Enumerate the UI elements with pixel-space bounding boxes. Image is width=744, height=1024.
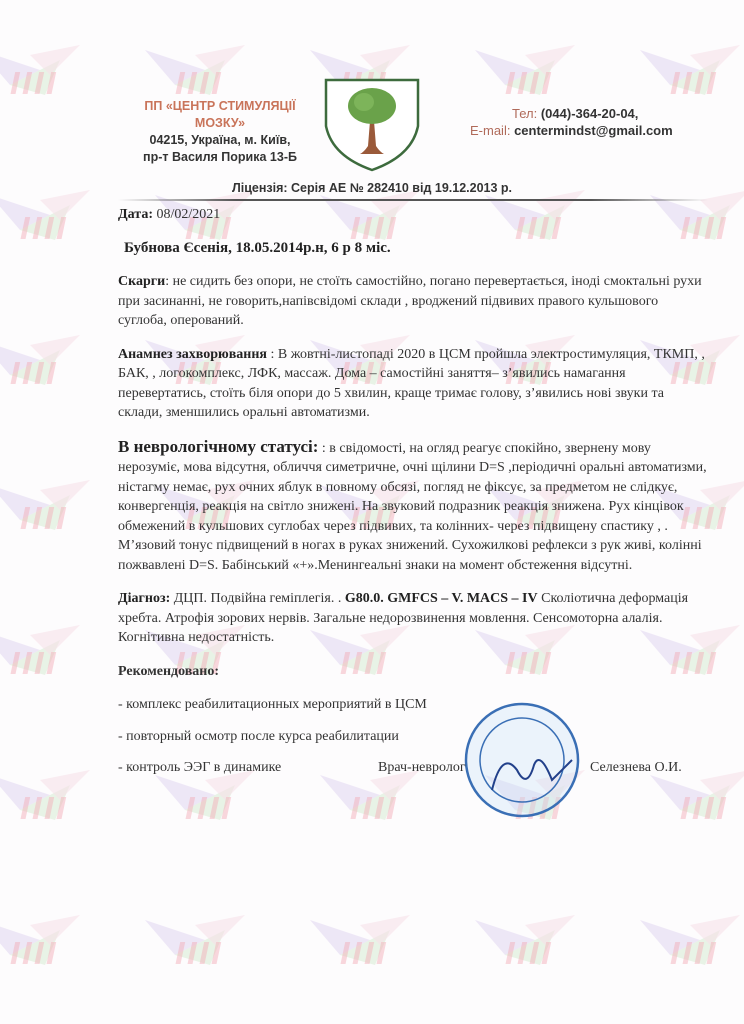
- watermark-logo: [0, 475, 100, 545]
- watermark-logo: [0, 330, 90, 400]
- org-name: ПП «ЦЕНТР СТИМУЛЯЦІЇ МОЗКУ»: [144, 99, 296, 130]
- watermark-logo: [630, 40, 744, 110]
- watermark-logo: [0, 765, 100, 835]
- header-divider: [118, 199, 708, 201]
- watermark-logo: [0, 620, 90, 690]
- email-label: E-mail:: [470, 123, 511, 138]
- anamnesis: [118, 345, 710, 423]
- diagnosis: [118, 589, 710, 648]
- watermark-logo: [300, 910, 420, 980]
- phone: (044)-364-20-04,: [540, 106, 639, 121]
- watermark-logo: [465, 40, 585, 110]
- phone-label: Тел:: [512, 106, 538, 121]
- neuro-status: [118, 437, 710, 576]
- date-line: [118, 205, 710, 225]
- anamnesis-label: Анамнез захворювання: [118, 346, 267, 362]
- date: 08/02/2021: [156, 207, 221, 222]
- doctor-name: Селезнева О.И.: [590, 760, 682, 775]
- neuro-text: : в свідомості, на огляд реагує спокійно, звернену мову нерозуміє, мова відсутня, обличчя симетричне, очні щілини D=S ,періодичні оральні автоматизми, ністагму немає, рух очних яблук в повному обсязі, погляд не фіксує, за предметом не слідкує, конвергенція, реакція на світло знижені. На звуковий подразник реакція знижена. Рух кінцівок обмежений в кульшових суглобах через підвивих, та колінних- через підвищену спастику , . М’язовий тонус підвищений в ногах в руках знижений. Сухожилкові рефлекси з рук живі, колінні пожвавлені D=S. Бабінський «+».Менингеальні знаки на момент обстеження відсутні.: [118, 440, 707, 573]
- email: centermindst@gmail.com: [514, 123, 673, 138]
- tree-shield-logo: [322, 76, 422, 174]
- watermark-logo: [465, 910, 585, 980]
- complaints-text: : не сидить без опори, не стоїть самостійно, погано перевертається, іноді смоктальні рухи при засинанні, не говорить,напівсвідомі склади , вроджений підвивих правого кульшового суглоба, оперований.: [118, 274, 702, 328]
- document-body: [118, 205, 710, 790]
- watermark-logo: [135, 910, 255, 980]
- organization-block: [118, 98, 322, 166]
- doctor-title: Врач-невролог: [378, 760, 466, 775]
- address-line-1: 04215, Україна, м. Київ,: [149, 133, 291, 147]
- patient-name: Бубнова Єсенія, 18.05.2014р.н, 6 р 8 міс.: [124, 239, 391, 256]
- watermark-logo: [630, 910, 744, 980]
- diagnosis-codes: G80.0. GMFCS – V. MACS – IV: [344, 591, 538, 606]
- watermark-logo: [0, 40, 90, 110]
- watermark-logo: [0, 910, 90, 980]
- recommended-heading: Рекомендовано:: [118, 663, 220, 679]
- neuro-label: В неврологічному статусі:: [118, 436, 319, 456]
- recommendation-item: - повторный осмотр после курса реабилитации: [118, 728, 399, 744]
- diagnosis-label: Діагноз:: [118, 591, 171, 606]
- diagnosis-text-2: Сколіотична деформація хребта. Атрофія зорових нервів. Загальне недорозвинення мовлення. Сенсомоторна алалія. Когнітивна недостатність.: [118, 591, 689, 645]
- license: Ліцензія: Серія АЕ № 282410 від 19.12.2013 р.: [231, 181, 513, 195]
- date-label: Дата:: [118, 207, 153, 222]
- recommendation-item: - контроль ЭЭГ в динамике: [118, 760, 282, 775]
- recommendation-item: - комплекс реабилитационных мероприятий в ЦСМ: [118, 697, 427, 712]
- anamnesis-text: : В жовтні-листопаді 2020 в ЦСМ пройшла электростимуляция, ТКМП, , БАК, , логокомплекс, ЛФК, массаж. Дома – самостійні заняття– з’явились намагання перевертатись, стоїть біля опори до 5 хвилин, краще тримає голову, з’явились нові звуки та склади, зменшились оральні автоматизми.: [118, 346, 705, 420]
- diagnosis-text: ДЦП. Подвійна геміплегія. .: [170, 591, 345, 606]
- address-line-2: пр-т Василя Порика 13-Б: [143, 150, 297, 164]
- complaints: [118, 272, 710, 331]
- signature-row: [118, 758, 710, 778]
- contact-block: [470, 105, 720, 139]
- complaints-label: Скарги: [118, 274, 166, 289]
